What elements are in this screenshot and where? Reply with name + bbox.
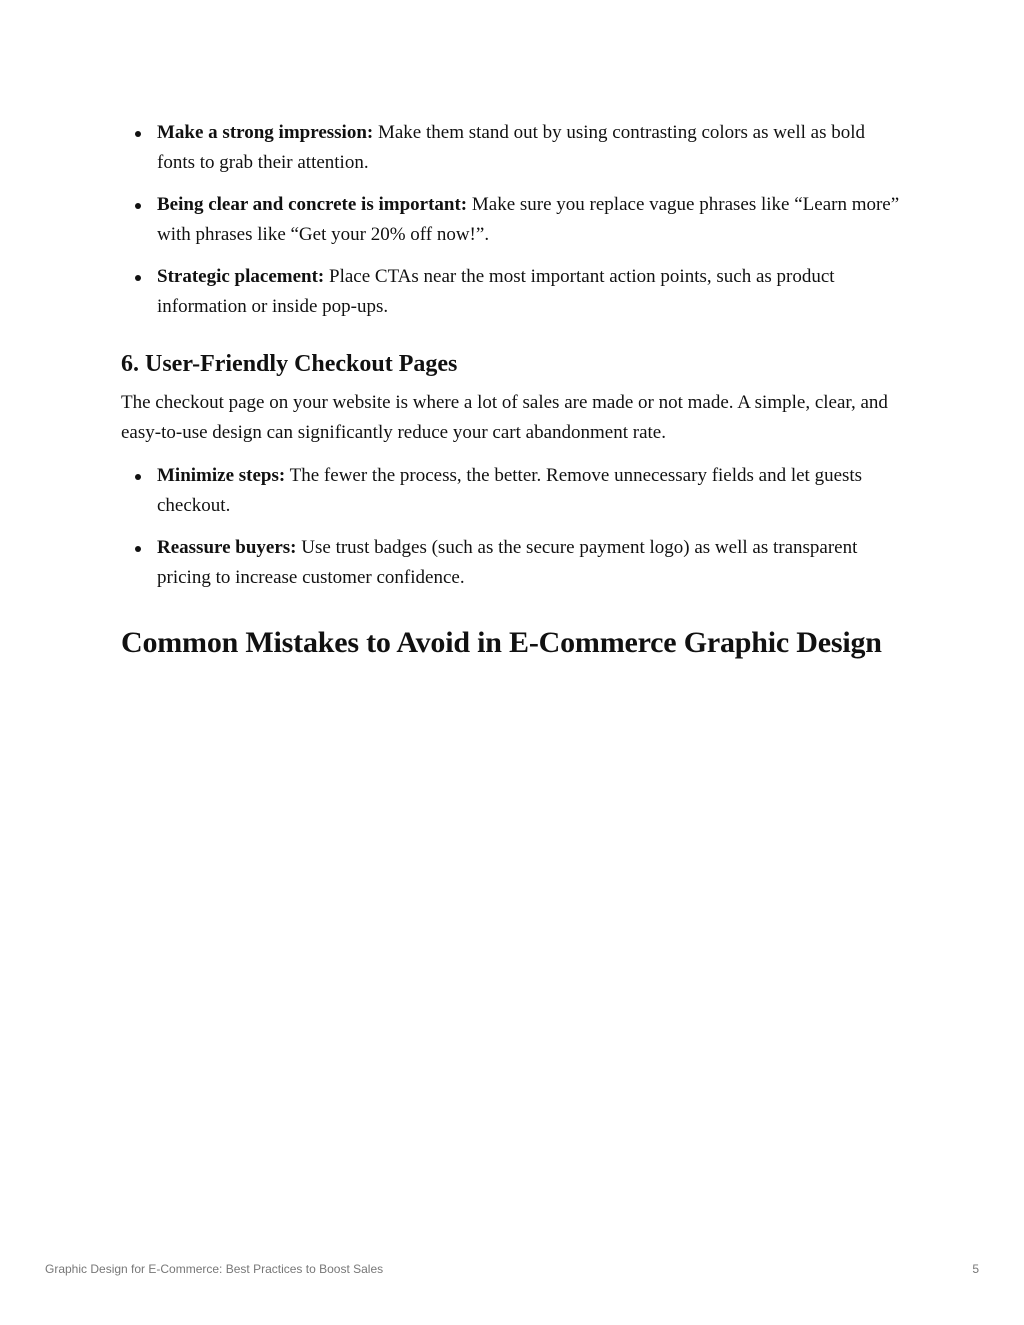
list-item bbox=[121, 262, 906, 322]
bullet-text: Use trust badges (such as the secure payment logo) as well as transparent pricing to increase customer confidence. bbox=[157, 537, 858, 588]
bullet-list-checkout-tips bbox=[121, 461, 906, 593]
main-heading-common-mistakes: Common Mistakes to Avoid in E-Commerce Graphic Design bbox=[121, 626, 882, 659]
bullet-lead: Strategic placement: bbox=[157, 266, 325, 287]
bullet-text: Place CTAs near the most important action points, such as product information or inside pop-ups. bbox=[157, 266, 835, 317]
footer-page-number: 5 bbox=[972, 1262, 979, 1276]
bullet-text: Make sure you replace vague phrases like “Learn more” with phrases like “Get your 20% off now!”. bbox=[157, 194, 900, 245]
section-heading-checkout: 6. User-Friendly Checkout Pages bbox=[121, 351, 458, 377]
bullet-lead: Reassure buyers: bbox=[157, 537, 297, 558]
list-item bbox=[121, 118, 906, 178]
bullet-text: The fewer the process, the better. Remove unnecessary fields and let guests checkout. bbox=[157, 465, 863, 516]
list-item bbox=[121, 190, 906, 250]
bullet-list-cta-tips bbox=[121, 118, 906, 322]
section-paragraph: The checkout page on your website is where a lot of sales are made or not made. A simple, clear, and easy-to-use design can significantly reduce your cart abandonment rate. bbox=[121, 392, 888, 443]
bullet-lead: Being clear and concrete is important: bbox=[157, 194, 468, 215]
list-item bbox=[121, 461, 906, 521]
page-footer bbox=[45, 1262, 979, 1276]
page-content bbox=[121, 118, 906, 663]
footer-document-title: Graphic Design for E-Commerce: Best Practices to Boost Sales bbox=[45, 1262, 384, 1276]
list-item bbox=[121, 533, 906, 593]
bullet-text: Make them stand out by using contrasting colors as well as bold fonts to grab their attention. bbox=[157, 122, 866, 173]
bullet-lead: Minimize steps: bbox=[157, 465, 286, 486]
bullet-lead: Make a strong impression: bbox=[157, 122, 374, 143]
